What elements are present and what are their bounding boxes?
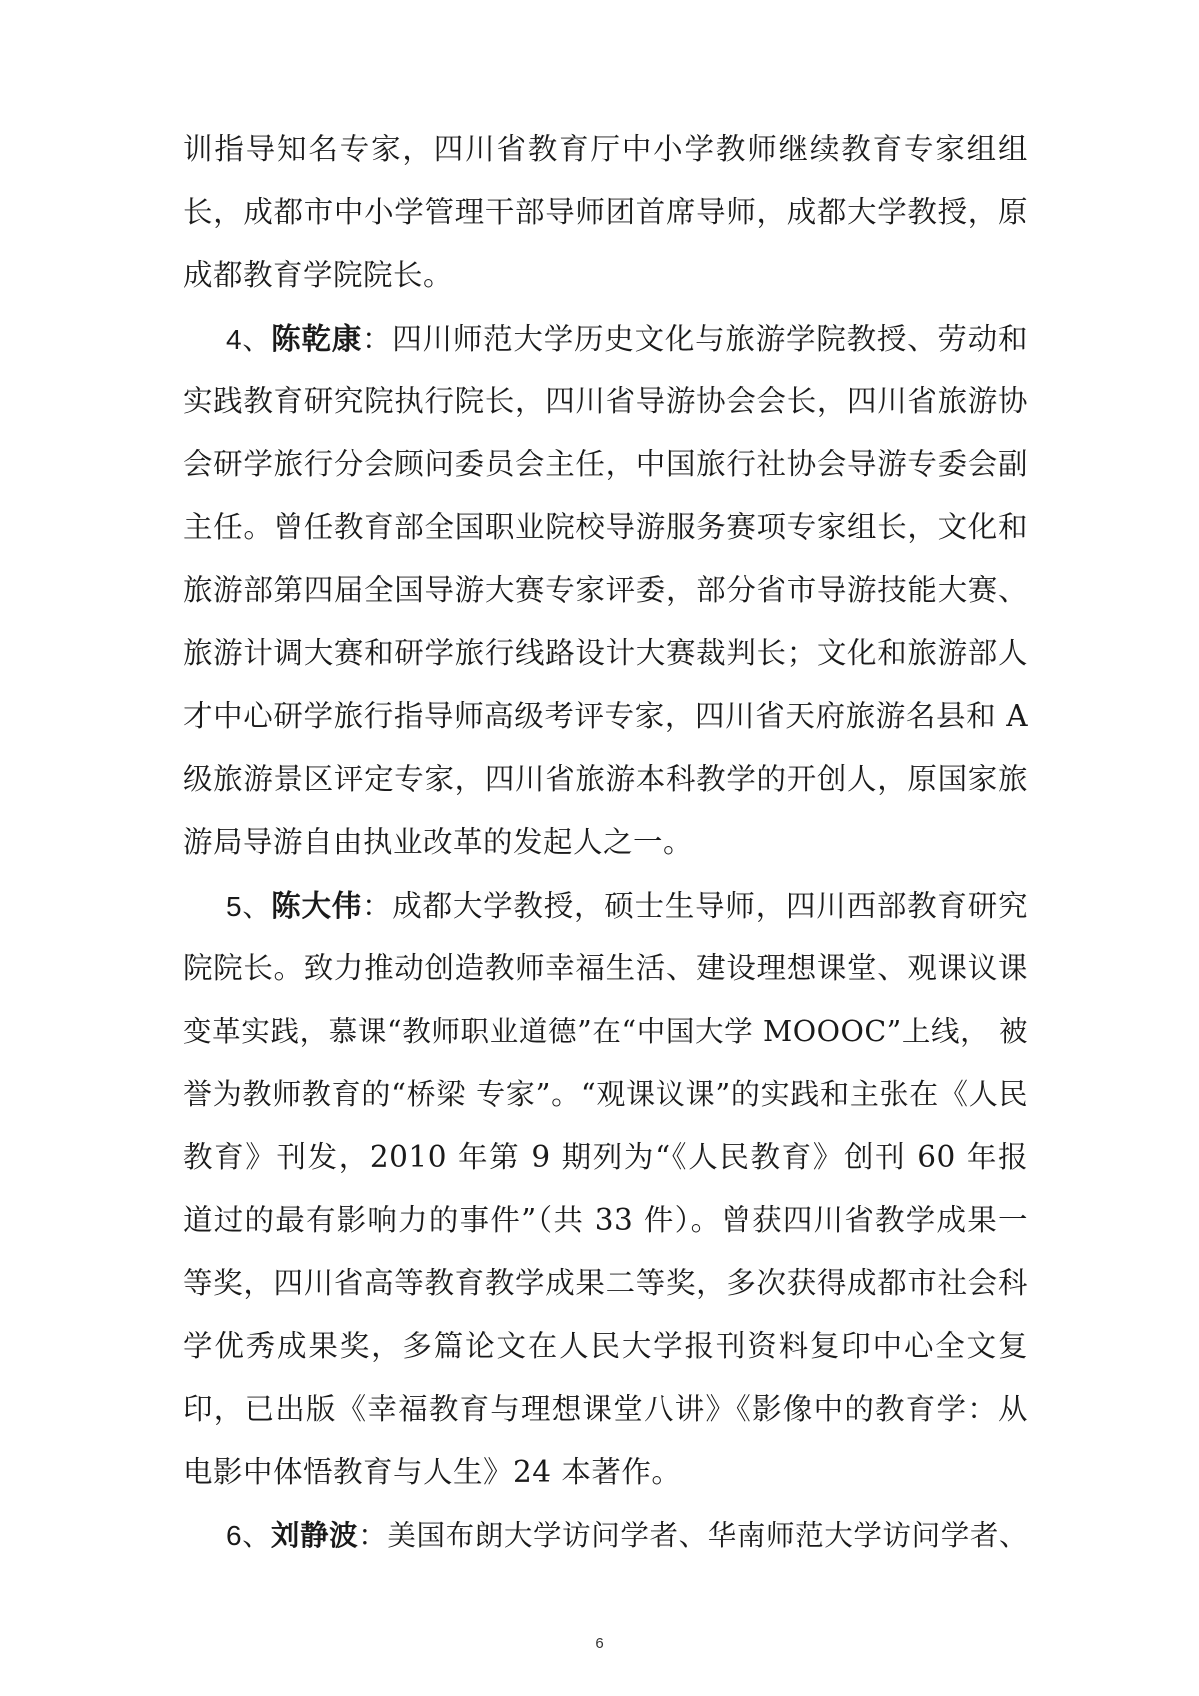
text-line: 旅游部第四届全国导游大赛专家评委，部分省市导游技能大赛、 [183,573,1028,607]
entry-first-line-text: ：四川师范大学历史文化与旅游学院教授、劳动和 [362,322,1028,356]
entry-heading-line [183,1504,1028,1567]
text-line: 教育》刊发，2010 年第 9 期列为“《人民教育》创刊 60 年报 [183,1140,1028,1174]
entry-4-paragraph [183,307,1028,874]
entry-name: 陈乾康 [271,321,363,356]
text-line: 誉为教师教育的“桥梁 专家”。“观课议课”的实践和主张在《人民 [183,1077,1028,1111]
entry-name: 陈大伟 [271,888,363,923]
page-number: 6 [595,1635,604,1652]
text-line: 长，成都市中小学管理干部导师团首席导师，成都大学教授，原 [183,195,1028,229]
entry-heading-line [183,874,1028,937]
text-line: 实践教育研究院执行院长，四川省导游协会会长，四川省旅游协 [183,384,1028,418]
document-body [183,118,1028,1567]
text-line: 道过的最有影响力的事件”（共 33 件）。曾获四川省教学成果一 [183,1203,1028,1237]
entry-first-line-text: ：成都大学教授，硕士生导师，四川西部教育研究 [362,889,1028,923]
entry-5-paragraph [183,874,1028,1504]
text-line: 旅游计调大赛和研学旅行线路设计大赛裁判长；文化和旅游部人 [183,636,1028,670]
entry-name: 刘静波 [270,1518,359,1552]
intro-paragraph [183,118,1028,307]
text-line: 院院长。致力推动创造教师幸福生活、建设理想课堂、观课议课 [183,951,1028,985]
text-line: 印，已出版《幸福教育与理想课堂八讲》《影像中的教育学：从 [183,1392,1028,1426]
text-line: 等奖，四川省高等教育教学成果二等奖，多次获得成都市社会科 [183,1266,1028,1300]
text-line: 成都教育学院院长。 [183,258,454,292]
entry-6-paragraph [183,1504,1028,1567]
text-line: 电影中体悟教育与人生》24 本著作。 [183,1455,682,1489]
text-line: 变革实践，慕课“教师职业道德”在“中国大学 MOOOC”上线， 被 [183,1015,1028,1048]
entry-number: 4、 [226,324,272,355]
text-line: 级旅游景区评定专家，四川省旅游本科教学的开创人，原国家旅 [183,762,1028,796]
text-line: 学优秀成果奖，多篇论文在人民大学报刊资料复印中心全文复 [183,1329,1028,1363]
entry-heading-line [183,307,1028,370]
entry-number: 5、 [226,891,272,922]
text-line: 才中心研学旅行指导师高级考评专家，四川省天府旅游名县和 A [183,699,1028,733]
text-line: 游局导游自由执业改革的发起人之一。 [183,825,694,859]
entry-number: 6、 [226,1520,271,1551]
text-line: 主任。曾任教育部全国职业院校导游服务赛项专家组长，文化和 [183,510,1028,544]
entry-first-line-text: ：美国布朗大学访问学者、华南师范大学访问学者、 [358,1519,1028,1552]
text-line: 会研学旅行分会顾问委员会主任，中国旅行社协会导游专委会副 [183,447,1028,481]
text-line: 训指导知名专家，四川省教育厅中小学教师继续教育专家组组 [183,132,1028,166]
